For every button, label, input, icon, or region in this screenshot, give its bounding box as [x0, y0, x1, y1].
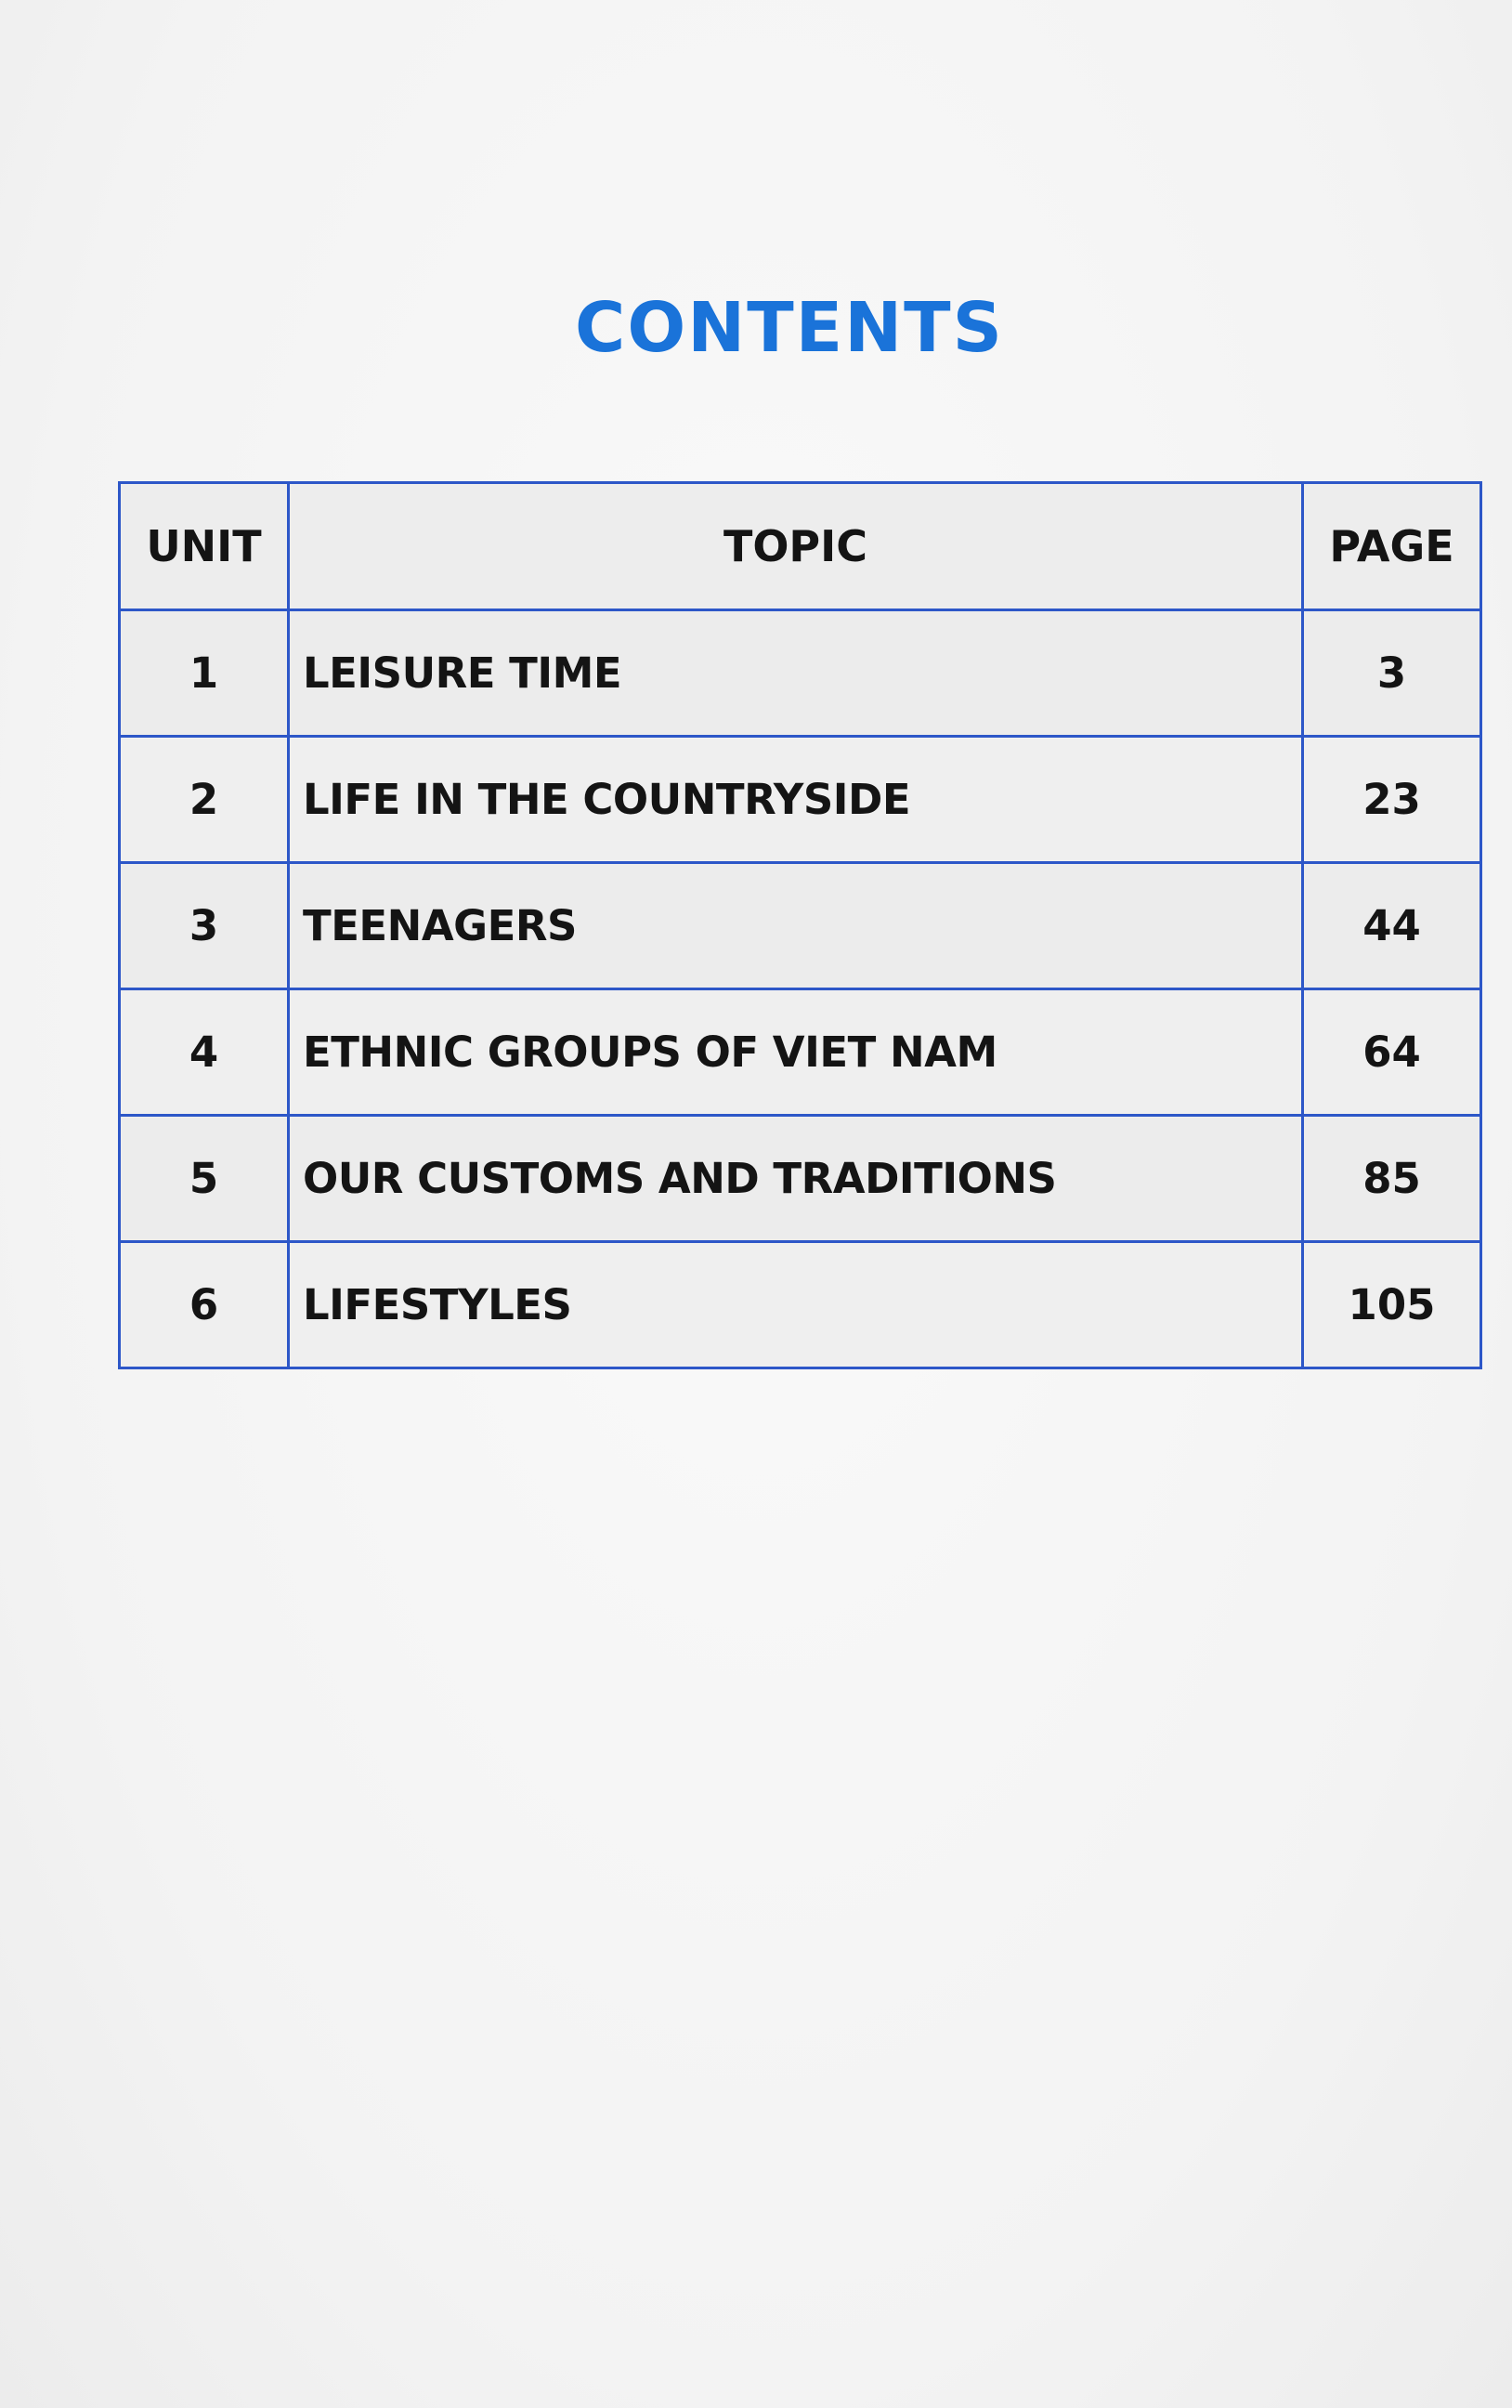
table-row: [120, 989, 1481, 1116]
table-row: [120, 863, 1481, 989]
unit-number: 3: [120, 863, 289, 989]
unit-number: 1: [120, 610, 289, 737]
page-number: 3: [1303, 610, 1481, 737]
header-topic: TOPIC: [289, 483, 1303, 610]
table-row: [120, 610, 1481, 737]
table-row: [120, 1116, 1481, 1242]
page-number: 23: [1303, 737, 1481, 863]
unit-number: 4: [120, 989, 289, 1116]
contents-table: [118, 481, 1482, 1369]
unit-topic: LIFESTYLES: [289, 1242, 1303, 1368]
unit-topic: LIFE IN THE COUNTRYSIDE: [289, 737, 1303, 863]
page-number: 105: [1303, 1242, 1481, 1368]
table-row: [120, 1242, 1481, 1368]
page-number: 44: [1303, 863, 1481, 989]
page-number: 64: [1303, 989, 1481, 1116]
unit-topic: ETHNIC GROUPS OF VIET NAM: [289, 989, 1303, 1116]
page-title: CONTENTS: [575, 288, 1004, 368]
header-page: PAGE: [1303, 483, 1481, 610]
unit-topic: TEENAGERS: [289, 863, 1303, 989]
unit-number: 6: [120, 1242, 289, 1368]
page-number: 85: [1303, 1116, 1481, 1242]
unit-number: 2: [120, 737, 289, 863]
unit-number: 5: [120, 1116, 289, 1242]
unit-topic: OUR CUSTOMS AND TRADITIONS: [289, 1116, 1303, 1242]
header-unit: UNIT: [120, 483, 289, 610]
table-header-row: [120, 483, 1481, 610]
table-row: [120, 737, 1481, 863]
unit-topic: LEISURE TIME: [289, 610, 1303, 737]
